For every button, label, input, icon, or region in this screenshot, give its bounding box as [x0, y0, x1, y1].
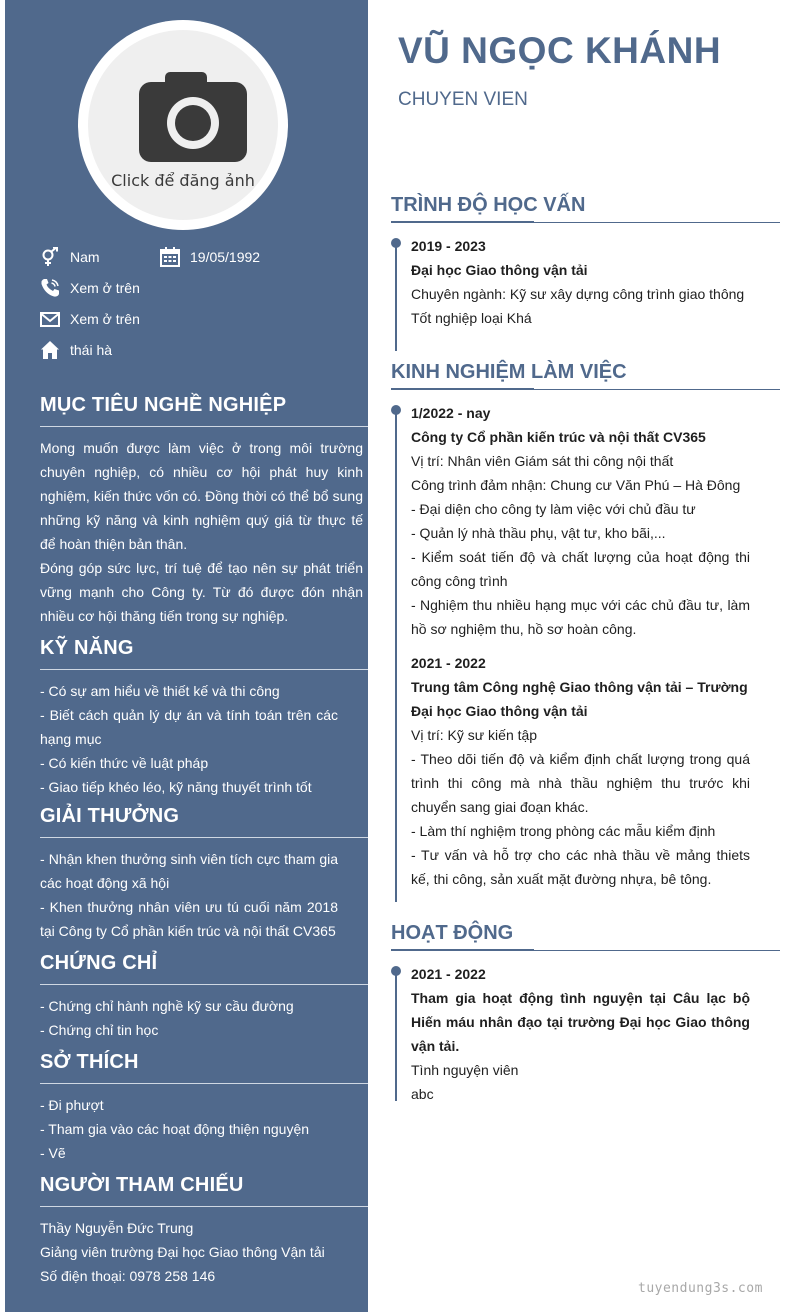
objective-title: MỤC TIÊU NGHỀ NGHIỆP: [40, 394, 287, 416]
job-line: - Nghiệm thu nhiều hạng mục với các chủ đầu tư, làm hồ sơ nghiệm thu, hồ sơ hoàn công.: [411, 597, 750, 637]
timeline-dot: [391, 966, 401, 976]
avatar-caption: Click để đăng ảnh: [111, 171, 255, 190]
job-line: Vị trí: Nhân viên Giám sát thi công nội thất: [411, 453, 674, 469]
job-line: Vị trí: Kỹ sư kiến tập: [411, 727, 538, 743]
address-value: thái hà: [70, 342, 113, 358]
hobby-item: - Vẽ: [40, 1145, 66, 1161]
education-divider: [391, 222, 780, 223]
awards-section: [40, 803, 368, 943]
job-company: Trung tâm Công nghệ Giao thông vận tải – Trường Đại học Giao thông vận tải: [411, 679, 748, 719]
skills-divider: [40, 669, 368, 670]
job-line: - Quản lý nhà thầu phụ, vật tư, kho bãi,...: [411, 525, 666, 541]
hobby-item: - Tham gia vào các hoạt động thiện nguyện: [40, 1121, 310, 1137]
camera-icon: [88, 30, 278, 220]
activity-role: Tình nguyện viên: [411, 1062, 519, 1078]
activities-section: [391, 920, 780, 1106]
timeline-dot: [391, 238, 401, 248]
calendar-icon: [160, 247, 180, 267]
home-icon: [40, 340, 60, 360]
gender-row: [40, 245, 100, 269]
job-entry: [411, 401, 750, 641]
certificate-item: - Chứng chỉ hành nghề kỹ sư cầu đường: [40, 998, 294, 1014]
activities-title: HOẠT ĐỘNG: [391, 922, 514, 944]
hobbies-section: [40, 1049, 368, 1165]
awards-title: GIẢI THƯỞNG: [40, 805, 180, 827]
email-row: [40, 307, 140, 331]
phone-value: Xem ở trên: [70, 280, 140, 296]
reference-name: Thầy Nguyễn Đức Trung: [40, 1220, 194, 1236]
skill-item: - Giao tiếp khéo léo, kỹ năng thuyết trình tốt: [40, 779, 312, 795]
email-value: Xem ở trên: [70, 311, 140, 327]
references-divider: [40, 1206, 368, 1207]
job-line: Công trình đảm nhận: Chung cư Văn Phú – Hà Đông: [411, 477, 741, 493]
skill-item: - Biết cách quản lý dự án và tính toán trên các hạng mục: [40, 707, 338, 747]
address-row: [40, 338, 112, 362]
watermark: tuyendung3s.com: [638, 1281, 763, 1296]
certificates-section: [40, 950, 368, 1042]
education-title: TRÌNH ĐỘ HỌC VẤN: [391, 194, 586, 216]
job-period: 2021 - 2022: [411, 655, 486, 671]
activity-name: Tham gia hoạt động tình nguyện tại Câu lạc bộ Hiến máu nhân đạo tại trường Đại học Giao thông vận tải.: [411, 990, 750, 1054]
phone-icon: [40, 278, 60, 298]
education-timeline: [391, 234, 780, 330]
job-line: - Đại diện cho công ty làm việc với chủ đầu tư: [411, 501, 696, 517]
certificate-item: - Chứng chỉ tin học: [40, 1022, 159, 1038]
hobbies-title: SỞ THÍCH: [40, 1051, 139, 1073]
references-section: [40, 1172, 368, 1288]
avatar-upload[interactable]: [78, 20, 288, 230]
timeline-line: [395, 969, 397, 1101]
hobby-item: - Đi phượt: [40, 1097, 104, 1113]
sidebar: [5, 0, 368, 1312]
skills-section: [40, 635, 368, 799]
references-title: NGƯỜI THAM CHIẾU: [40, 1174, 244, 1196]
job-line: - Kiểm soát tiến độ và chất lượng của hoạt động thi công công trình: [411, 549, 750, 589]
education-school: Đại học Giao thông vận tải: [411, 262, 588, 278]
job-line: - Tư vấn và hỗ trợ cho các nhà thầu về mảng thiets kế, thi công, sản xuất mặt đường nhựa, bê tông.: [411, 847, 750, 887]
candidate-name: VŨ NGỌC KHÁNH: [398, 30, 722, 71]
activities-timeline: [391, 962, 780, 1106]
gender-value: Nam: [70, 249, 100, 265]
experience-divider: [391, 389, 780, 390]
avatar-placeholder[interactable]: [88, 30, 278, 220]
job-period: 1/2022 - nay: [411, 405, 491, 421]
hobbies-divider: [40, 1083, 368, 1084]
job-line: - Làm thí nghiệm trong phòng các mẫu kiểm định: [411, 823, 716, 839]
award-item: - Khen thưởng nhân viên ưu tú cuối năm 2018 tại Công ty Cổ phần kiến trúc và nội thất CV365: [40, 899, 338, 939]
timeline-dot: [391, 405, 401, 415]
job-entry: [411, 651, 750, 891]
activity-period: 2021 - 2022: [411, 966, 486, 982]
skill-item: - Có sự am hiểu về thiết kế và thi công: [40, 683, 280, 699]
objective-paragraph-2: Đóng góp sức lực, trí tuệ để tạo nên sự phát triển vững mạnh cho Công ty. Từ đó được đón nhận nhiều cơ hội thăng tiến trong sự nghiệp.: [40, 560, 363, 624]
education-grade: Tốt nghiệp loại Khá: [411, 310, 532, 326]
phone-row: [40, 276, 140, 300]
education-section: [391, 192, 780, 330]
objective-divider: [40, 426, 368, 427]
education-major: Chuyên ngành: Kỹ sư xây dựng công trình giao thông: [411, 286, 745, 302]
candidate-position: CHUYEN VIEN: [398, 89, 528, 110]
experience-title: KINH NGHIỆM LÀM VIỆC: [391, 361, 627, 383]
award-item: - Nhận khen thưởng sinh viên tích cực tham gia các hoạt động xã hội: [40, 851, 338, 891]
skill-item: - Có kiến thức về luật pháp: [40, 755, 209, 771]
timeline-line: [395, 408, 397, 902]
activities-divider: [391, 950, 780, 951]
objective-paragraph-1: Mong muốn được làm việc ở trong môi trường chuyên nghiệp, có nhiều cơ hội phát huy kinh nghiệm, kiến thức vốn có. Đồng thời có thể bổ sung những kỹ năng và kinh nghiệm quý giá từ thực tế để hoàn thiện bản thân.: [40, 440, 363, 552]
education-period: 2019 - 2023: [411, 238, 486, 254]
job-line: - Theo dõi tiến độ và kiểm định chất lượng trong quá trình thi công mà nhà thầu nghiệm thu trước khi chuyển sang giai đoạn khác.: [411, 751, 750, 815]
objective-section: [40, 392, 368, 628]
birthday-row: [160, 245, 260, 269]
certificates-divider: [40, 984, 368, 985]
experience-section: [391, 359, 780, 891]
certificates-title: CHỨNG CHỈ: [40, 952, 158, 974]
skills-title: KỸ NĂNG: [40, 637, 134, 659]
awards-divider: [40, 837, 368, 838]
gender-icon: [40, 247, 60, 267]
timeline-line: [395, 241, 397, 351]
reference-phone: Số điện thoại: 0978 258 146: [40, 1268, 216, 1284]
email-icon: [40, 309, 60, 329]
job-company: Công ty Cổ phần kiến trúc và nội thất CV365: [411, 429, 706, 445]
experience-timeline: [391, 401, 780, 891]
reference-title: Giảng viên trường Đại học Giao thông Vận tải: [40, 1244, 325, 1260]
activity-note: abc: [411, 1086, 434, 1102]
birthday-value: 19/05/1992: [190, 249, 261, 265]
